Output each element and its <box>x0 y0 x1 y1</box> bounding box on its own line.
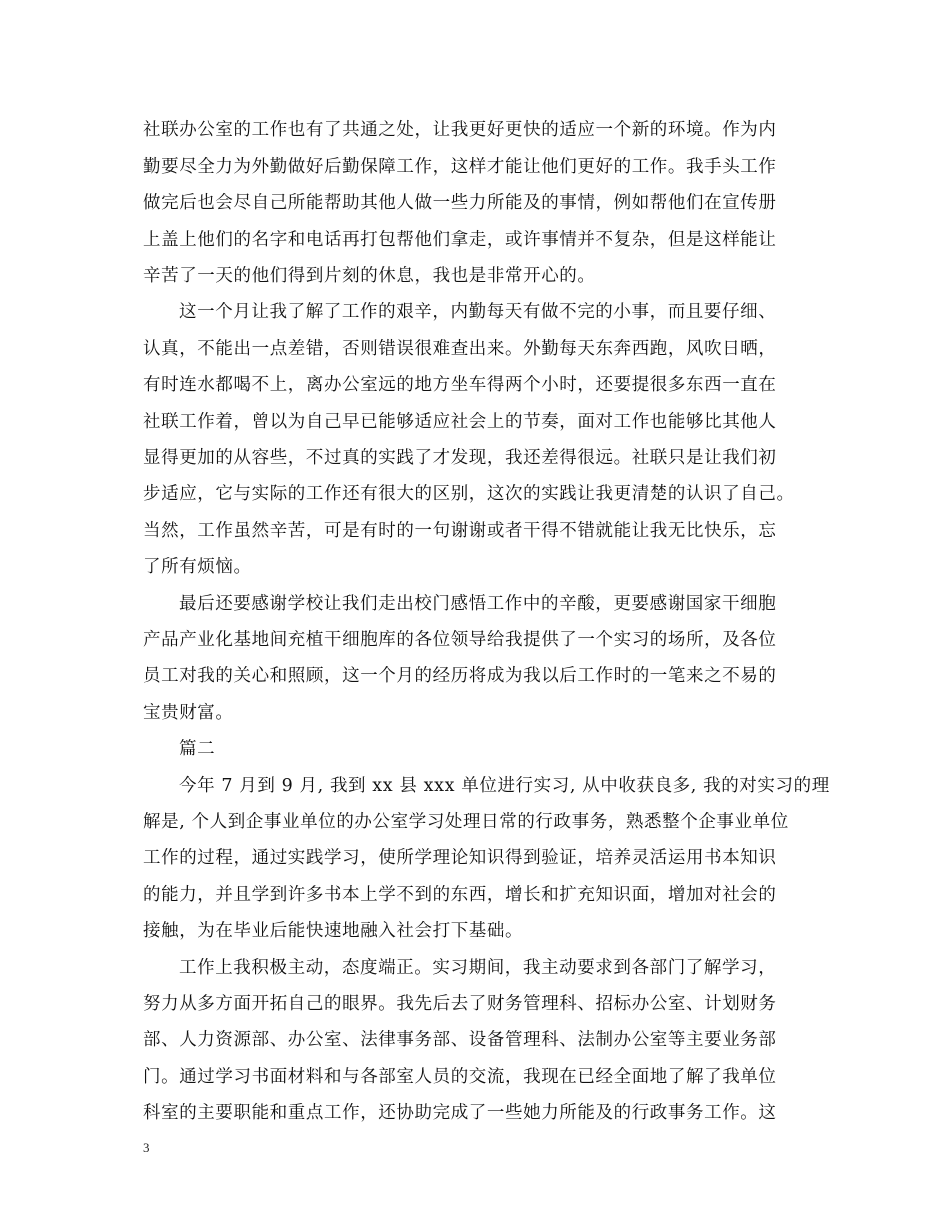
paragraph-line: 接触，为在毕业后能快速地融入社会打下基础。 <box>143 921 524 941</box>
paragraph-line: 步适应，它与实际的工作还有很大的区别，这次的实践让我更清楚的认识了自己。 <box>143 484 795 504</box>
paragraph-line: 工作的过程，通过实践学习，使所学理论知识得到验证，培养灵活运用书本知识 <box>143 848 777 868</box>
page-number: 3 <box>143 1140 150 1155</box>
paragraph-line: 宝贵财富。 <box>143 703 234 723</box>
paragraph-line: 辛苦了一天的他们得到片刻的休息，我也是非常开心的。 <box>143 266 596 286</box>
paragraph-line: 这一个月让我了解了工作的艰辛，内勤每天有做不完的小事，而且要仔细、 <box>179 302 777 322</box>
paragraph-line: 员工对我的关心和照顾，这一个月的经历将成为我以后工作时的一笔来之不易的 <box>143 666 777 686</box>
paragraph-line: 显得更加的从容些，不过真的实践了才发现，我还差得很远。社联只是让我们初 <box>143 448 777 468</box>
paragraph-line: 努力从多方面开拓自己的眼界。我先后去了财务管理科、招标办公室、计划财务 <box>143 994 777 1014</box>
paragraph-line: 门。通过学习书面材料和与各部室人员的交流，我现在已经全面地了解了我单位 <box>143 1067 777 1087</box>
paragraph-line: 当然，工作虽然辛苦，可是有时的一句谢谢或者干得不错就能让我无比快乐，忘 <box>143 521 777 541</box>
paragraph-line: 勤要尽全力为外勤做好后勤保障工作，这样才能让他们更好的工作。我手头工作 <box>143 157 777 177</box>
paragraph-line: 产品产业化基地间充植干细胞库的各位领导给我提供了一个实习的场所，及各位 <box>143 630 777 650</box>
paragraph-line: 部、人力资源部、办公室、法律事务部、设备管理科、法制办公室等主要业务部 <box>143 1030 777 1050</box>
paragraph-line: 工作上我积极主动，态度端正。实习期间，我主动要求到各部门了解学习， <box>179 958 777 978</box>
paragraph-line: 有时连水都喝不上，离办公室远的地方坐车得两个小时，还要提很多东西一直在 <box>143 375 777 395</box>
paragraph-line: 最后还要感谢学校让我们走出校门感悟工作中的辛酸，更要感谢国家干细胞 <box>179 594 777 614</box>
section-heading: 篇二 <box>179 739 216 759</box>
paragraph-line: 社联办公室的工作也有了共通之处，让我更好更快的适应一个新的环境。作为内 <box>143 120 777 140</box>
paragraph-line: 科室的主要职能和重点工作，还协助完成了一些她力所能及的行政事务工作。这 <box>143 1103 777 1123</box>
paragraph-line: 今年 7 月到 9 月, 我到 xx 县 xxx 单位进行实习, 从中收获良多, 我的对实习的理 <box>179 776 830 796</box>
paragraph-line: 社联工作着，曾以为自己早已能够适应社会上的节奏，面对工作也能够比其他人 <box>143 412 777 432</box>
paragraph-line: 上盖上他们的名字和电话再打包帮他们拿走，或许事情并不复杂，但是这样能让 <box>143 230 777 250</box>
paragraph-line: 的能力，并且学到许多书本上学不到的东西，增长和扩充知识面，增加对社会的 <box>143 885 777 905</box>
paragraph-line: 解是, 个人到企事业单位的办公室学习处理日常的行政事务，熟悉整个企事业单位 <box>143 812 789 832</box>
paragraph-line: 认真，不能出一点差错，否则错误很难查出来。外勤每天东奔西跑，风吹日晒， <box>143 339 777 359</box>
paragraph-line: 做完后也会尽自己所能帮助其他人做一些力所能及的事情，例如帮他们在宣传册 <box>143 193 777 213</box>
paragraph-line: 了所有烦恼。 <box>143 557 252 577</box>
